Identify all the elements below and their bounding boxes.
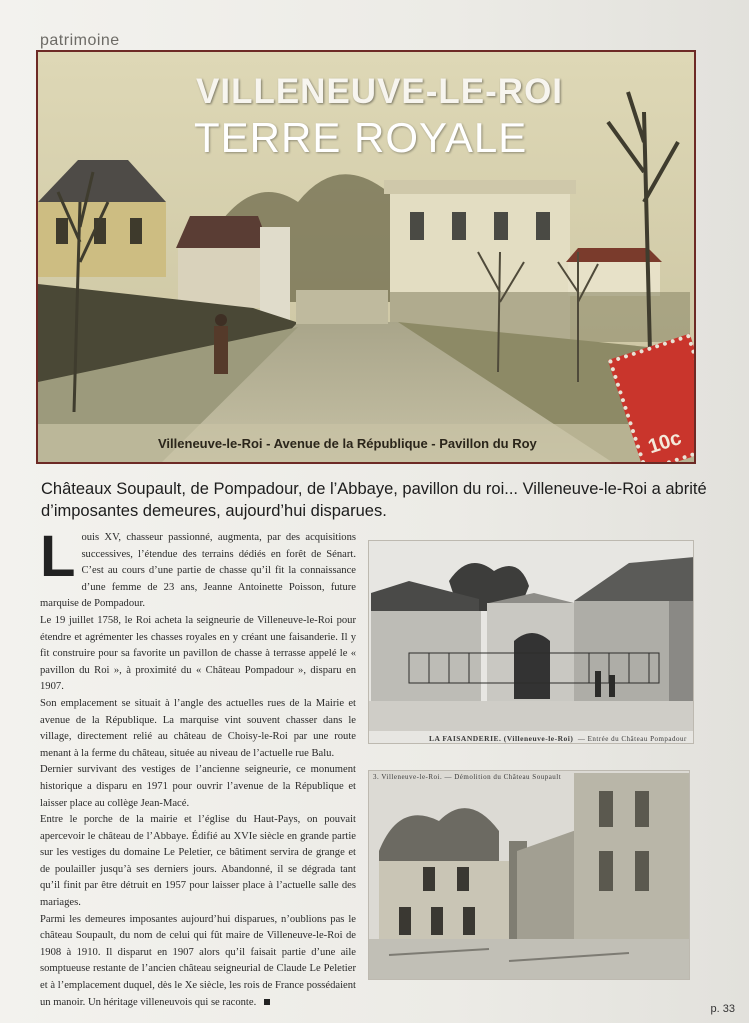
dropcap-letter: L: [40, 524, 76, 589]
photo-faisanderie-illustration: [369, 541, 694, 744]
hero-caption: Villeneuve-le-Roi - Avenue de la République - Pavillon du Roy: [158, 436, 537, 451]
paragraph-6-text: Parmi les demeures imposantes aujourd’hui disparues, n’oublions pas le château Soupault, du nom de celui qui fût maire de Villeneuve-le-Roi de 1908 à 1910. Il disparut en 1907 alors qu’il faisait partie d’une aile somptueuse restante de l’ancien château seigneurial de Claude Le Peletier et à l’emplacement duquel, dès le Xe siècle, les rois de France possédaient un manoir. Un héritage villeneuvois qui se raconte.: [40, 913, 356, 1008]
hero-postcard-image: [36, 50, 696, 464]
hero-title-line1: VILLENEUVE-LE-ROI: [196, 72, 564, 111]
photo-chateau-soupault: [368, 770, 690, 980]
end-of-article-mark: [264, 999, 270, 1005]
photo-soupault-illustration: [369, 771, 690, 980]
article-paragraph-2: Le 19 juillet 1758, le Roi acheta la seigneurie de Villeneuve-le-Roi pour étendre et agrémenter les chasses royales en y créant une faisanderie. Il y fit construire pour sa favorite un pavillon de chasse à terrasse appelé le « pavillon du Roi », à proximité du « Château Pompadour », disparu en 1907.: [40, 614, 356, 693]
article-paragraph-4: Dernier survivant des vestiges de l’ancienne seigneurie, ce monument historique a disparu en 1971 pour ouvrir l’avenue de la République et laisser place au collège Jean-Macé.: [40, 764, 356, 809]
article-body: [40, 524, 356, 1011]
stamp-value: 10c: [645, 426, 685, 459]
section-label: patrimoine: [40, 32, 120, 49]
photo-faisanderie-caption-right: — Entrée du Château Pompadour: [577, 735, 687, 743]
article-paragraph-5: Entre le porche de la mairie et l’église du Haut-Pays, on pouvait apercevoir le château de l’Abbaye. Édifié au XVIe siècle en grande partie sur les vestiges du domaine Le Peletier, ce bâtiment servira de grange et de poulailler jusqu’à ses derniers jours. Abandonné, il se dégrada tant qu’il finit par être détruit en 1957 pour laisser place à l’actuelle salle des mariages.: [40, 814, 356, 909]
photo-faisanderie-caption-left: LA FAISANDERIE. (Villeneuve-le-Roi): [429, 734, 574, 743]
photo-soupault-caption: 3. Villeneuve-le-Roi. — Démolition du Château Soupault: [373, 773, 562, 781]
photo-faisanderie: [368, 540, 694, 744]
photo-faisanderie-caption: [429, 734, 687, 743]
paragraph-1-text: ouis XV, chasseur passionné, augmenta, par des acquisitions successives, l’étendue des terrains dédiés en forêt de Sénart. C’est au cours d’une partie de chasse qu’il fit la connaissance d’une femme de 23 ans, Jeanne Antoinette Poisson, future marquise de Pompadour.: [40, 532, 356, 610]
page-number: p. 33: [710, 1003, 735, 1015]
article-paragraph-6: [40, 912, 356, 1012]
hero-title-line2: TERRE ROYALE: [194, 114, 528, 161]
article-paragraph-3: Son emplacement se situait à l’angle des actuelles rues de la Mairie et avenue de la République. La marquise vint souvent chasser dans le village, directement relié au château de Choisy-le-Roi par une route menant à la ferme du château, située au niveau de l’actuelle rue Balu.: [40, 697, 356, 759]
article-lede: Châteaux Soupault, de Pompadour, de l’Abbaye, pavillon du roi... Villeneuve-le-Roi a abrité d’imposantes demeures, aujourd’hui disparues.: [41, 480, 707, 520]
article-paragraph-1: [40, 524, 356, 613]
